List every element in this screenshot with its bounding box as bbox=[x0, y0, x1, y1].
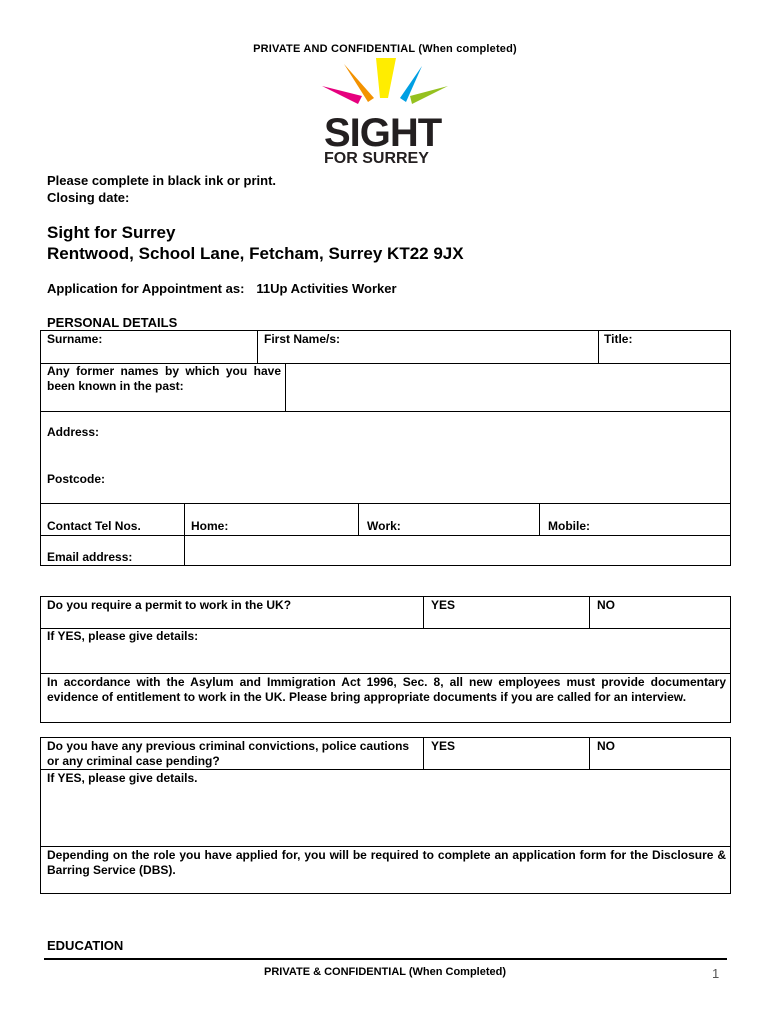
organisation-block bbox=[47, 222, 464, 264]
work-tel-field[interactable] bbox=[413, 507, 533, 531]
first-names-label: First Name/s: bbox=[264, 332, 341, 346]
convictions-yes-option[interactable]: YES bbox=[431, 739, 456, 753]
organisation-address: Rentwood, School Lane, Fetcham, Surrey KT22 9JX bbox=[47, 244, 464, 263]
dbs-note: Depending on the role you have applied for, you will be required to complete an application form for the Disclosure & Barring Service (DBS). bbox=[47, 848, 726, 877]
contact-tel-label: Contact Tel Nos. bbox=[47, 519, 141, 533]
home-tel-label: Home: bbox=[191, 519, 229, 533]
application-job-title: 11Up Activities Worker bbox=[256, 281, 397, 296]
first-names-field[interactable] bbox=[361, 334, 591, 358]
convictions-details-label: If YES, please give details. bbox=[47, 771, 198, 785]
instruction-ink: Please complete in black ink or print. bbox=[47, 173, 277, 188]
page-header: PRIVATE AND CONFIDENTIAL (When completed) bbox=[253, 43, 517, 55]
work-permit-no-option[interactable]: NO bbox=[597, 598, 615, 612]
work-permit-table bbox=[40, 596, 731, 723]
application-role bbox=[47, 281, 397, 296]
work-tel-label: Work: bbox=[367, 519, 401, 533]
personal-details-table bbox=[40, 330, 731, 566]
convictions-no-option[interactable]: NO bbox=[597, 739, 615, 753]
convictions-details-field[interactable] bbox=[45, 788, 725, 842]
postcode-field[interactable] bbox=[121, 467, 421, 495]
email-label: Email address: bbox=[47, 550, 133, 564]
address-field[interactable] bbox=[111, 417, 723, 457]
personal-details-heading: PERSONAL DETAILS bbox=[47, 315, 178, 330]
mobile-tel-field[interactable] bbox=[603, 507, 725, 531]
page-footer: PRIVATE & CONFIDENTIAL (When Completed) bbox=[264, 966, 506, 978]
email-field[interactable] bbox=[191, 539, 725, 563]
instructions bbox=[47, 172, 276, 206]
closing-date-label: Closing date: bbox=[47, 190, 130, 205]
postcode-label: Postcode: bbox=[47, 472, 106, 486]
convictions-table bbox=[40, 737, 731, 894]
logo-text-for-surrey: FOR SURREY bbox=[324, 150, 429, 167]
surname-field[interactable] bbox=[121, 334, 251, 358]
work-permit-question: Do you require a permit to work in the UK? bbox=[47, 598, 292, 612]
work-permit-note: In accordance with the Asylum and Immigration Act 1996, Sec. 8, all new employees must provide documentary evidence of entitlement to work in the UK. Please bring appropriate documents if you are called for an interview. bbox=[47, 675, 726, 704]
mobile-tel-label: Mobile: bbox=[548, 519, 590, 533]
logo-rays-icon bbox=[318, 58, 452, 118]
work-permit-yes-option[interactable]: YES bbox=[431, 598, 456, 612]
education-heading: EDUCATION bbox=[47, 938, 124, 953]
work-permit-details-field[interactable] bbox=[45, 646, 725, 670]
application-label: Application for Appointment as: bbox=[47, 281, 245, 296]
surname-label: Surname: bbox=[47, 332, 103, 346]
address-label: Address: bbox=[47, 425, 100, 439]
sight-for-surrey-logo bbox=[318, 58, 452, 170]
former-names-field[interactable] bbox=[289, 366, 725, 408]
logo-text-sight: SIGHT bbox=[324, 111, 442, 155]
work-permit-details-label: If YES, please give details: bbox=[47, 629, 199, 643]
organisation-name: Sight for Surrey bbox=[47, 223, 176, 242]
title-label: Title: bbox=[604, 332, 633, 346]
page-number: 1 bbox=[712, 966, 720, 981]
home-tel-field[interactable] bbox=[241, 507, 351, 531]
convictions-question: Do you have any previous criminal convictions, police cautions or any criminal case pending? bbox=[47, 739, 410, 768]
footer-rule bbox=[44, 958, 727, 960]
former-names-label: Any former names by which you have been known in the past: bbox=[47, 364, 281, 393]
title-field[interactable] bbox=[646, 334, 726, 358]
